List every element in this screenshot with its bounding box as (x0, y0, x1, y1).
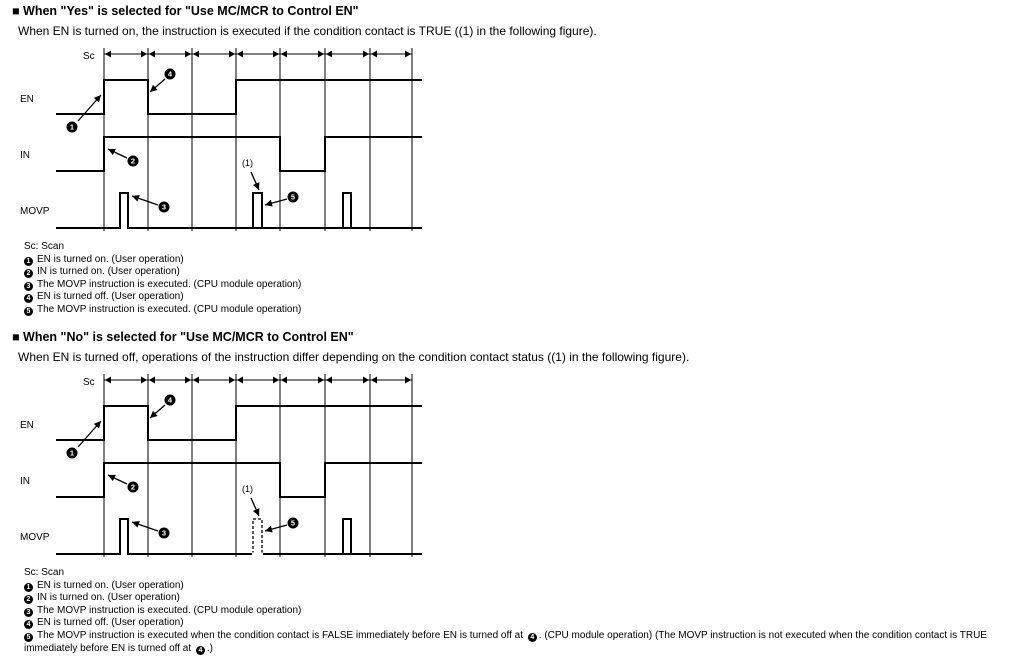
legend-scan: Sc: Scan (24, 567, 65, 578)
legend-item: 5 The MOVP instruction is executed when the condition contact is FALSE immediately before EN is turned off at 4 . (CPU module operation) (The MOVP instruction is not executed when the condition contact is TRUE immediately before EN is turned off at 4 .) (24, 629, 987, 654)
scan-arrow-left (237, 51, 243, 58)
scan-label: Sc (83, 51, 95, 62)
bullet-square-icon: ■ (12, 330, 20, 344)
legend-item: 4 EN is turned off. (User operation) (24, 291, 301, 304)
signal-label-en: EN (20, 94, 34, 105)
scan-arrow-right (273, 51, 279, 58)
scan-arrow-left (326, 377, 332, 384)
marker-2-icon: 2 (24, 269, 33, 278)
scan-arrow-left (281, 377, 287, 384)
scan-arrow-right (141, 377, 147, 384)
signal-label-en: EN (20, 420, 34, 431)
section-1-title: ■ When "Yes" is selected for "Use MC/MCR to Control EN" (12, 4, 359, 18)
marker-5-icon-label: 5 (290, 192, 296, 202)
signal-label-in: IN (20, 476, 30, 487)
legend-scan: Sc: Scan (24, 241, 65, 252)
marker-3-icon: 3 (24, 282, 33, 291)
scan-arrow-right (141, 51, 147, 58)
waveform-en (56, 406, 422, 440)
waveform-in (56, 137, 422, 171)
section-2-legend (24, 567, 1014, 655)
leader-5-head (265, 200, 273, 207)
marker-3-icon-label: 3 (161, 528, 167, 538)
scan-arrow-right (318, 377, 324, 384)
condition-label: (1) (242, 158, 253, 168)
condition-label: (1) (242, 484, 253, 494)
legend-item: 4 EN is turned off. (User operation) (24, 617, 1014, 630)
section-2-title: ■ When "No" is selected for "Use MC/MCR to Control EN" (12, 330, 354, 344)
marker-4-icon-label: 4 (167, 395, 173, 405)
waveform-movp (56, 519, 422, 554)
scan-arrow-right (229, 51, 235, 58)
signal-label-movp: MOVP (20, 206, 50, 217)
scan-arrow-right (229, 377, 235, 384)
marker-3-icon: 3 (24, 608, 33, 617)
scan-arrow-right (363, 377, 369, 384)
scan-arrow-left (193, 377, 199, 384)
marker-4-ref-icon: 4 (196, 646, 205, 655)
scan-arrow-right (318, 51, 324, 58)
legend-item: 1 EN is turned on. (User operation) (24, 580, 1014, 593)
marker-2-icon-label: 2 (130, 482, 136, 492)
scan-arrow-left (193, 51, 199, 58)
timing-diagram-2 (0, 371, 440, 561)
legend-item: 1 EN is turned on. (User operation) (24, 254, 301, 267)
legend-item: 3 The MOVP instruction is executed. (CPU module operation) (24, 605, 1014, 618)
marker-3-icon-label: 3 (161, 202, 167, 212)
section-1-description: When EN is turned on, the instruction is executed if the condition contact is TRUE ((1) in the following figure). (18, 24, 597, 38)
marker-5-icon: 5 (24, 633, 33, 642)
scan-arrow-left (326, 51, 332, 58)
timing-diagram-1 (0, 45, 440, 235)
marker-2-icon: 2 (24, 595, 33, 604)
marker-4-icon: 4 (24, 294, 33, 303)
marker-1-icon: 1 (24, 257, 33, 266)
marker-4-icon-label: 4 (167, 69, 173, 79)
scan-arrow-left (149, 377, 155, 384)
leader-3-head (132, 521, 140, 528)
marker-4-ref-icon: 4 (528, 633, 537, 642)
leader-5-head (265, 526, 273, 533)
scan-arrow-right (185, 377, 191, 384)
scan-arrow-right (405, 377, 411, 384)
marker-4-icon: 4 (24, 620, 33, 629)
scan-arrow-right (405, 51, 411, 58)
waveform-movp (56, 193, 422, 228)
scan-arrow-left (105, 51, 111, 58)
section-2-description: When EN is turned off, operations of the instruction differ depending on the condition contact status ((1) in the following figure). (18, 350, 690, 364)
waveform-in (56, 463, 422, 497)
scan-arrow-left (105, 377, 111, 384)
waveform-en (56, 80, 422, 114)
scan-arrow-right (363, 51, 369, 58)
signal-label-movp: MOVP (20, 532, 50, 543)
marker-2-icon-label: 2 (130, 156, 136, 166)
section-1-legend (24, 241, 301, 317)
marker-5-icon-label: 5 (290, 518, 296, 528)
movp-pulse (343, 193, 351, 228)
leader-3-head (132, 195, 140, 202)
signal-label-in: IN (20, 150, 30, 161)
scan-arrow-left (371, 377, 377, 384)
movp-pulse (253, 193, 262, 228)
legend-item: 2 IN is turned on. (User operation) (24, 592, 1014, 605)
marker-1-icon-label: 1 (69, 122, 75, 132)
scan-arrow-left (281, 51, 287, 58)
scan-arrow-left (149, 51, 155, 58)
marker-5-icon: 5 (24, 307, 33, 316)
scan-arrow-left (237, 377, 243, 384)
scan-arrow-right (185, 51, 191, 58)
legend-item: 5 The MOVP instruction is executed. (CPU module operation) (24, 304, 301, 317)
movp-pulse-dashed (253, 519, 262, 554)
marker-1-icon-label: 1 (69, 448, 75, 458)
legend-item: 3 The MOVP instruction is executed. (CPU module operation) (24, 279, 301, 292)
scan-arrow-left (371, 51, 377, 58)
movp-pulse (343, 519, 351, 554)
scan-arrow-right (273, 377, 279, 384)
scan-label: Sc (83, 377, 95, 388)
bullet-square-icon: ■ (12, 4, 20, 18)
legend-item: 2 IN is turned on. (User operation) (24, 266, 301, 279)
marker-1-icon: 1 (24, 583, 33, 592)
